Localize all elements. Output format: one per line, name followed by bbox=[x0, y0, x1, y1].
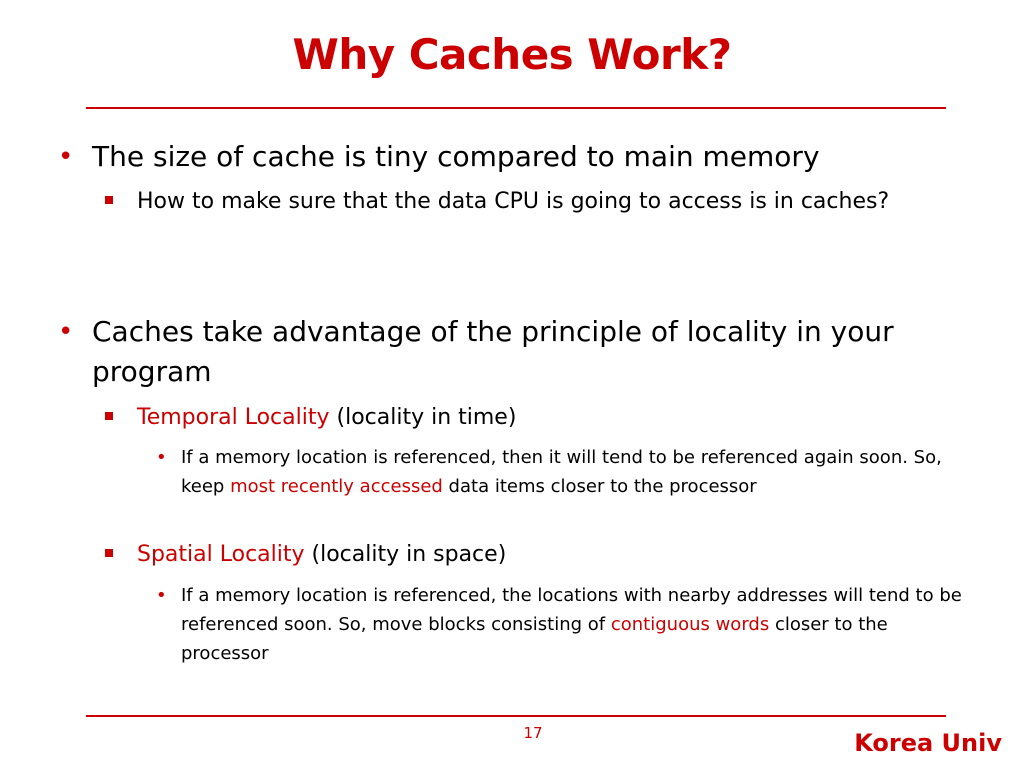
bullet-dot-icon: • bbox=[156, 447, 167, 468]
bullet-dot-icon: • bbox=[58, 317, 74, 347]
detail-text-part2: closer to the processor bbox=[181, 614, 888, 664]
slide-title: Why Caches Work? bbox=[292, 30, 732, 79]
temporal-locality-detail bbox=[156, 443, 971, 501]
footer-brand: Korea Univ bbox=[854, 729, 1002, 757]
title-divider bbox=[86, 107, 946, 109]
detail-highlight: most recently accessed bbox=[230, 476, 443, 497]
temporal-locality-term: Temporal Locality bbox=[137, 405, 330, 430]
spatial-locality-term: Spatial Locality bbox=[137, 542, 305, 567]
bullet-locality-principle bbox=[58, 312, 972, 392]
footer-divider bbox=[86, 715, 946, 717]
detail-text-part1: If a memory location is referenced, then it will tend to be referenced again soon. So, keep bbox=[181, 447, 942, 497]
sub-bullet-cpu-access bbox=[137, 186, 927, 218]
temporal-locality-note: (locality in time) bbox=[329, 405, 517, 430]
spatial-locality-detail bbox=[156, 581, 971, 668]
detail-highlight: contiguous words bbox=[610, 614, 770, 635]
square-bullet-icon bbox=[105, 549, 113, 557]
square-bullet-icon bbox=[105, 412, 113, 420]
spatial-locality-note: (locality in space) bbox=[304, 542, 507, 567]
sub-bullet-temporal-locality bbox=[137, 402, 927, 434]
bullet-text: The size of cache is tiny compared to main memory bbox=[92, 140, 820, 173]
sub-bullet-spatial-locality bbox=[137, 539, 927, 571]
bullet-cache-size bbox=[58, 137, 972, 177]
page-number: 17 bbox=[523, 724, 543, 742]
detail-text-part2: data items closer to the processor bbox=[442, 476, 757, 497]
sub-bullet-text: How to make sure that the data CPU is going to access is in caches? bbox=[137, 189, 890, 214]
bullet-dot-icon: • bbox=[156, 585, 167, 606]
bullet-dot-icon: • bbox=[58, 142, 74, 172]
square-bullet-icon bbox=[105, 196, 113, 204]
bullet-text: Caches take advantage of the principle of locality in your program bbox=[92, 315, 894, 388]
detail-text-part1: If a memory location is referenced, the locations with nearby addresses will tend to be referenced soon. So, move blocks consisting of bbox=[181, 585, 962, 635]
